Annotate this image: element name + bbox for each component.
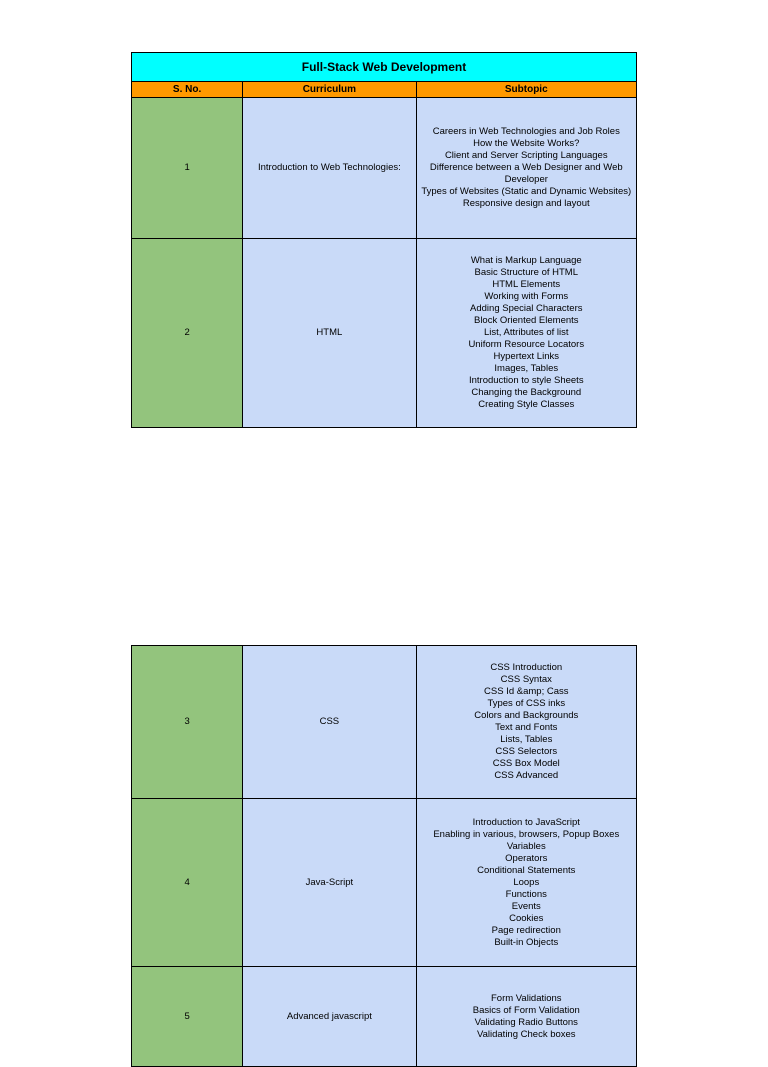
subtopic: Block Oriented Elements — [473, 315, 579, 326]
subtopic: Types of Websites (Static and Dynamic Websites) — [421, 186, 632, 197]
row-subtopics — [416, 799, 636, 967]
row-sno: 3 — [132, 646, 243, 799]
subtopic: Basics of Form Validation — [472, 1004, 580, 1016]
row-sno: 2 — [132, 239, 243, 428]
subtopic: CSS Id &amp; Cass — [484, 686, 569, 697]
subtopic: Events — [511, 900, 541, 912]
table-row — [132, 646, 637, 799]
subtopic: Adding Special Characters — [470, 303, 583, 314]
curriculum-table-page-1 — [131, 52, 637, 428]
subtopic: Types of CSS inks — [487, 698, 566, 709]
subtopic: Careers in Web Technologies and Job Roles — [432, 126, 620, 137]
header-sno: S. No. — [132, 82, 243, 98]
subtopic: Validating Radio Buttons — [474, 1016, 578, 1028]
header-subtopic: Subtopic — [416, 82, 636, 98]
subtopic: CSS Introduction — [490, 662, 563, 673]
subtopic: Difference between a Web Designer and Web Developer — [429, 162, 623, 185]
table-row — [132, 967, 637, 1067]
table-row — [132, 799, 637, 967]
row-curriculum: Java-Script — [243, 799, 416, 967]
curriculum-table-page-2 — [131, 645, 637, 1067]
subtopic: Introduction to JavaScript — [472, 816, 580, 828]
subtopic: Text and Fonts — [495, 722, 558, 733]
subtopic: Responsive design and layout — [462, 198, 590, 209]
subtopic: Basic Structure of HTML — [474, 267, 578, 278]
table-title: Full-Stack Web Development — [132, 53, 637, 82]
subtopic: Colors and Backgrounds — [474, 710, 579, 721]
subtopic: Variables — [506, 840, 546, 852]
subtopic: Introduction to style Sheets — [468, 375, 584, 386]
subtopic: Enabling in various, browsers, Popup Boxes — [433, 828, 620, 840]
row-curriculum: Advanced javascript — [243, 967, 416, 1067]
subtopic: How the Website Works? — [473, 138, 580, 149]
row-sno: 4 — [132, 799, 243, 967]
row-subtopics — [416, 98, 636, 239]
subtopic: Operators — [505, 852, 548, 864]
subtopic: CSS Advanced — [494, 770, 559, 781]
row-subtopics — [416, 967, 636, 1067]
subtopic: Working with Forms — [484, 291, 569, 302]
subtopic: Conditional Statements — [477, 864, 576, 876]
table-row — [132, 98, 637, 239]
row-curriculum: HTML — [243, 239, 416, 428]
subtopic: Images, Tables — [494, 363, 559, 374]
subtopic: Form Validations — [490, 992, 562, 1004]
subtopic: Page redirection — [491, 924, 561, 936]
subtopic: Loops — [513, 876, 540, 888]
row-sno: 1 — [132, 98, 243, 239]
table-row — [132, 239, 637, 428]
header-curriculum: Curriculum — [243, 82, 416, 98]
subtopic: CSS Box Model — [492, 758, 560, 769]
row-curriculum: CSS — [243, 646, 416, 799]
subtopic: List, Attributes of list — [484, 327, 569, 338]
subtopic: Validating Check boxes — [476, 1028, 576, 1040]
row-subtopics — [416, 646, 636, 799]
subtopic: Creating Style Classes — [478, 399, 575, 410]
subtopic: Lists, Tables — [500, 734, 553, 745]
subtopic: Hypertext Links — [493, 351, 559, 362]
subtopic: CSS Syntax — [500, 674, 552, 685]
subtopic: Cookies — [509, 912, 544, 924]
subtopic: Built-in Objects — [494, 936, 559, 948]
row-curriculum: Introduction to Web Technologies: — [243, 98, 416, 239]
subtopic: Changing the Background — [471, 387, 582, 398]
subtopic: What is Markup Language — [470, 255, 582, 266]
subtopic: Uniform Resource Locators — [468, 339, 585, 350]
row-subtopics — [416, 239, 636, 428]
subtopic: Client and Server Scripting Languages — [444, 150, 608, 161]
subtopic: CSS Selectors — [495, 746, 558, 757]
row-sno: 5 — [132, 967, 243, 1067]
subtopic: HTML Elements — [492, 279, 561, 290]
subtopic: Functions — [505, 888, 547, 900]
